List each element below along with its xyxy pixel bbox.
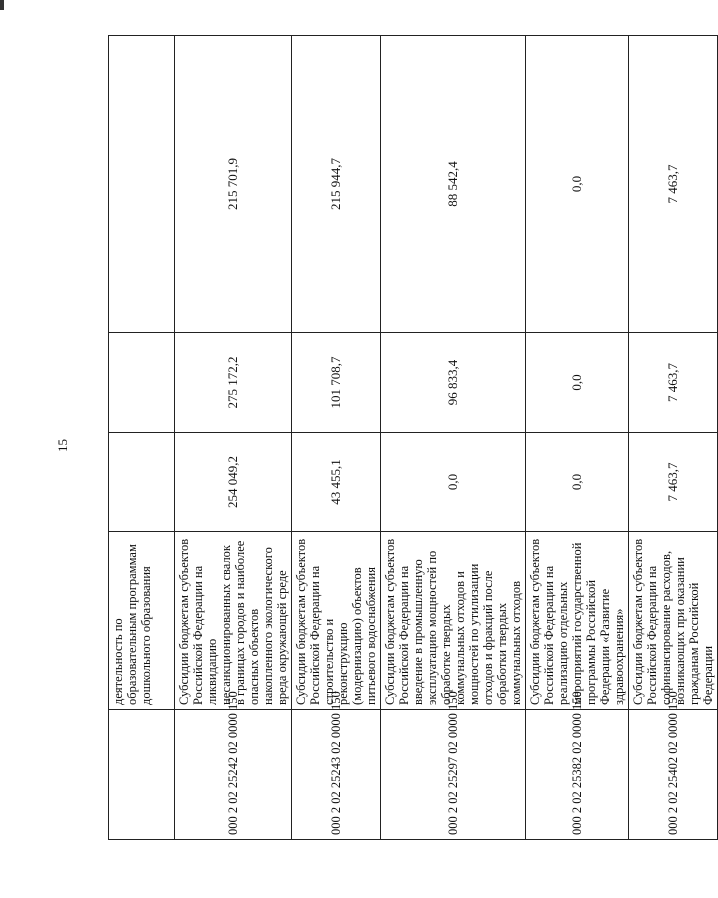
- row-value-3: 7 463,7: [629, 36, 718, 333]
- row-name: Субсидии бюджетам субъектов Российской Федерации на реализацию отдельных мероприятий государственной программы Российской Федерации «Развитие здравоохранения»: [526, 532, 629, 710]
- row-code: 000 2 02 25402 02 0000 150: [629, 710, 718, 840]
- row-value-3: [109, 36, 175, 333]
- rotated-table-container: [108, 35, 715, 840]
- row-code: [109, 710, 175, 840]
- row-value-2: 275 172,2: [175, 333, 292, 433]
- table-row: [175, 36, 292, 840]
- table-row: [381, 36, 526, 840]
- row-name: Субсидии бюджетам субъектов Российской Федерации на введение в промышленную эксплуатацию мощностей по обработке твердых коммунальных отходов и мощностей по утилизации отходов и фракций после обработки твердых коммунальных отходов: [381, 532, 526, 710]
- row-value-1: 0,0: [381, 433, 526, 532]
- table-row: [629, 36, 718, 840]
- scan-corner-mark: [0, 0, 4, 10]
- row-value-1: 254 049,2: [175, 433, 292, 532]
- row-value-1: [109, 433, 175, 532]
- row-code: 000 2 02 25243 02 0000 150: [292, 710, 381, 840]
- row-name: Субсидии бюджетам субъектов Российской Федерации на строительство и реконструкцию (модернизацию) объектов питьевого водоснабжения: [292, 532, 381, 710]
- row-code: 000 2 02 25242 02 0000 150: [175, 710, 292, 840]
- row-value-2: 7 463,7: [629, 333, 718, 433]
- row-name: деятельность по образовательным программам дошкольного образования: [109, 532, 175, 710]
- row-value-1: 0,0: [526, 433, 629, 532]
- table-row: [526, 36, 629, 840]
- row-value-3: 215 701,9: [175, 36, 292, 333]
- row-value-2: [109, 333, 175, 433]
- row-value-2: 0,0: [526, 333, 629, 433]
- budget-table: [108, 35, 718, 840]
- row-name: Субсидии бюджетам субъектов Российской Федерации на софинансирование расходов, возникающих при оказании гражданам Российской Федерации: [629, 532, 718, 710]
- row-value-1: 7 463,7: [629, 433, 718, 532]
- page-number: 15: [55, 439, 70, 452]
- row-value-3: 88 542,4: [381, 36, 526, 333]
- row-value-3: 0,0: [526, 36, 629, 333]
- row-value-2: 96 833,4: [381, 333, 526, 433]
- table-row: [292, 36, 381, 840]
- row-name: Субсидии бюджетам субъектов Российской Федерации на ликвидацию несанкционированных свалок в границах городов и наиболее опасных объектов накопленного экологического вреда окружающей среде: [175, 532, 292, 710]
- row-value-1: 43 455,1: [292, 433, 381, 532]
- row-code: 000 2 02 25297 02 0000 150: [381, 710, 526, 840]
- row-value-3: 215 944,7: [292, 36, 381, 333]
- table-row: [109, 36, 175, 840]
- row-value-2: 101 708,7: [292, 333, 381, 433]
- row-code: 000 2 02 25382 02 0000 150: [526, 710, 629, 840]
